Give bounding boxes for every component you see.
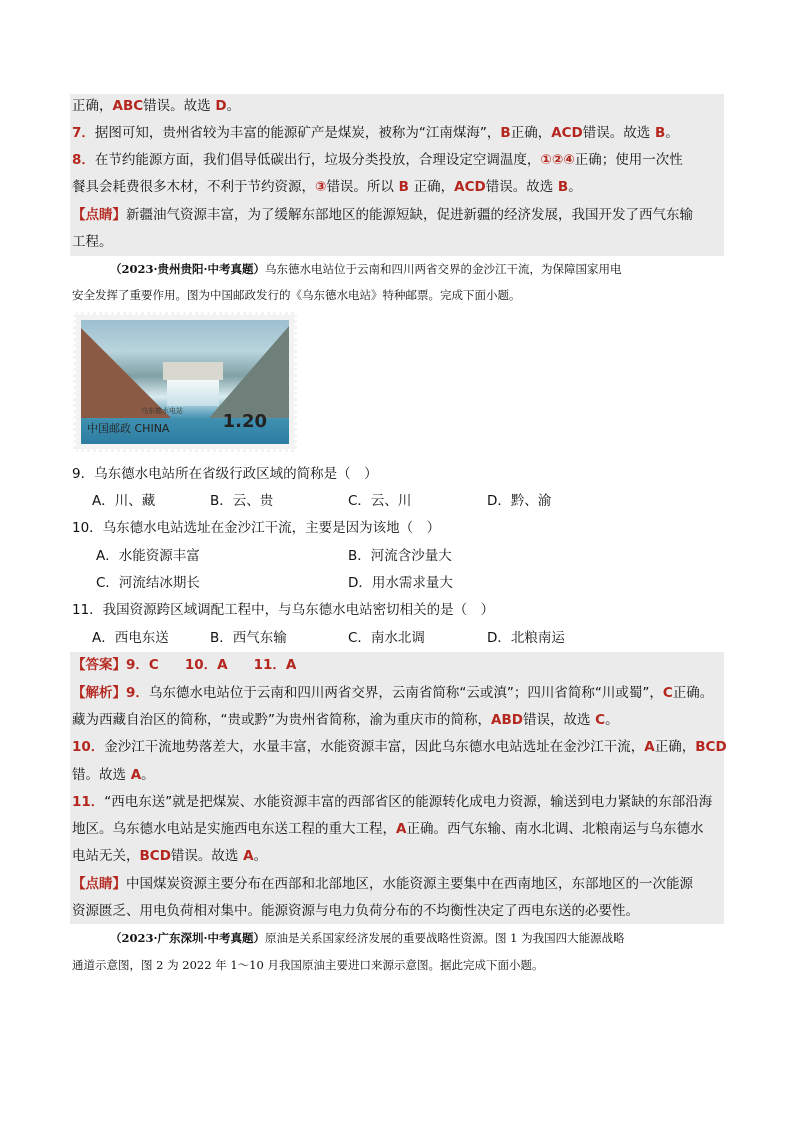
stamp-perforation: [73, 312, 297, 452]
question-9-option-a: A．川、藏: [92, 493, 156, 509]
stamp-caption: 乌东德水电站: [141, 407, 183, 415]
question-11-option-c: C．南水北调: [348, 630, 425, 646]
analysis-line: 【解析】9．乌东德水电站位于云南和四川两省交界，云南省简称“云或滇”；四川省简称“川或蜀”，C正确。: [72, 685, 714, 701]
question-10-option-c: C．河流结冰期长: [96, 575, 200, 591]
analysis-line: 错。故选 A。: [72, 767, 155, 783]
text-line: 8．在节约能源方面，我们倡导低碳出行，垃圾分类投放，合理设定空调温度，①②④正确；使用一次性: [72, 152, 683, 168]
answer-line: 【答案】9．C 10．A 11．A: [72, 657, 297, 673]
question-10-stem: 10．乌东德水电站选址在金沙江干流，主要是因为该地（ ）: [72, 520, 441, 536]
question-intro: 安全发挥了重要作用。图为中国邮政发行的《乌东德水电站》特种邮票。完成下面小题。: [72, 288, 521, 302]
question-10-option-a: A．水能资源丰富: [96, 548, 200, 564]
analysis-line: 11．“西电东送”就是把煤炭、水能资源丰富的西部省区的能源转化成电力资源，输送到电力紧缺的东部沿海: [72, 794, 713, 810]
question-9-option-c: C．云、川: [348, 493, 412, 509]
analysis-line: 地区。乌东德水电站是实施西电东送工程的重大工程，A正确。西气东输、南水北调、北粮南运与乌东德水: [72, 821, 704, 837]
question-intro: （2023·贵州贵阳·中考真题）乌东德水电站位于云南和四川两省交界的金沙江干流，为保障国家用电: [110, 262, 622, 276]
question-9-option-d: D．黔、渝: [487, 493, 552, 509]
analysis-line: 藏为西藏自治区的简称，“贵或黔”为贵州省简称，渝为重庆市的简称，ABD错误，故选 C。: [72, 712, 619, 728]
question-10-option-b: B．河流含沙量大: [348, 548, 452, 564]
analysis-line: 【点睛】中国煤炭资源主要分布在西部和北部地区，水能资源主要集中在西南地区，东部地区的一次能源: [72, 876, 693, 892]
text-line: 正确，ABC错误。故选 D。: [72, 98, 241, 114]
stamp-brand: 中国邮政 CHINA: [87, 422, 170, 435]
analysis-line: 10．金沙江干流地势落差大，水量丰富，水能资源丰富，因此乌东德水电站选址在金沙江干流，A正确，BCD: [72, 739, 727, 755]
analysis-line: 资源匮乏、用电负荷相对集中。能源资源与电力负荷分布的不均衡性决定了西电东送的必要性。: [72, 903, 639, 919]
question-11-option-b: B．西气东输: [210, 630, 287, 646]
question-10-option-d: D．用水需求量大: [348, 575, 453, 591]
question-11-option-a: A．西电东送: [92, 630, 169, 646]
question-11-stem: 11．我国资源跨区域调配工程中，与乌东德水电站密切相关的是（ ）: [72, 602, 495, 618]
question-intro: 通道示意图，图 2 为 2022 年 1～10 月我国原油主要进口来源示意图。据此完成下面小题。: [72, 958, 544, 972]
text-line: 餐具会耗费很多木材，不利于节约资源，③错误。所以 B 正确，ACD错误。故选 B。: [72, 179, 582, 195]
question-11-option-d: D．北粮南运: [487, 630, 565, 646]
question-intro: （2023·广东深圳·中考真题）原油是关系国家经济发展的重要战略性资源。图 1 为我国四大能源战略: [110, 931, 625, 945]
stamp-value: 1.20: [222, 411, 267, 432]
text-line: 7．据图可知，贵州省较为丰富的能源矿产是煤炭，被称为“江南煤海”，B正确，ACD错误。故选 B。: [72, 125, 679, 141]
text-line: 工程。: [72, 234, 113, 250]
analysis-line: 电站无关，BCD错误。故选 A。: [72, 848, 268, 864]
question-9-option-b: B．云、贵: [210, 493, 274, 509]
text-line: 【点睛】新疆油气资源丰富，为了缓解东部地区的能源短缺，促进新疆的经济发展，我国开发了西气东输: [72, 207, 693, 223]
question-9-stem: 9．乌东德水电站所在省级行政区域的简称是（ ）: [72, 466, 378, 482]
answer-highlight-block: [70, 94, 724, 256]
